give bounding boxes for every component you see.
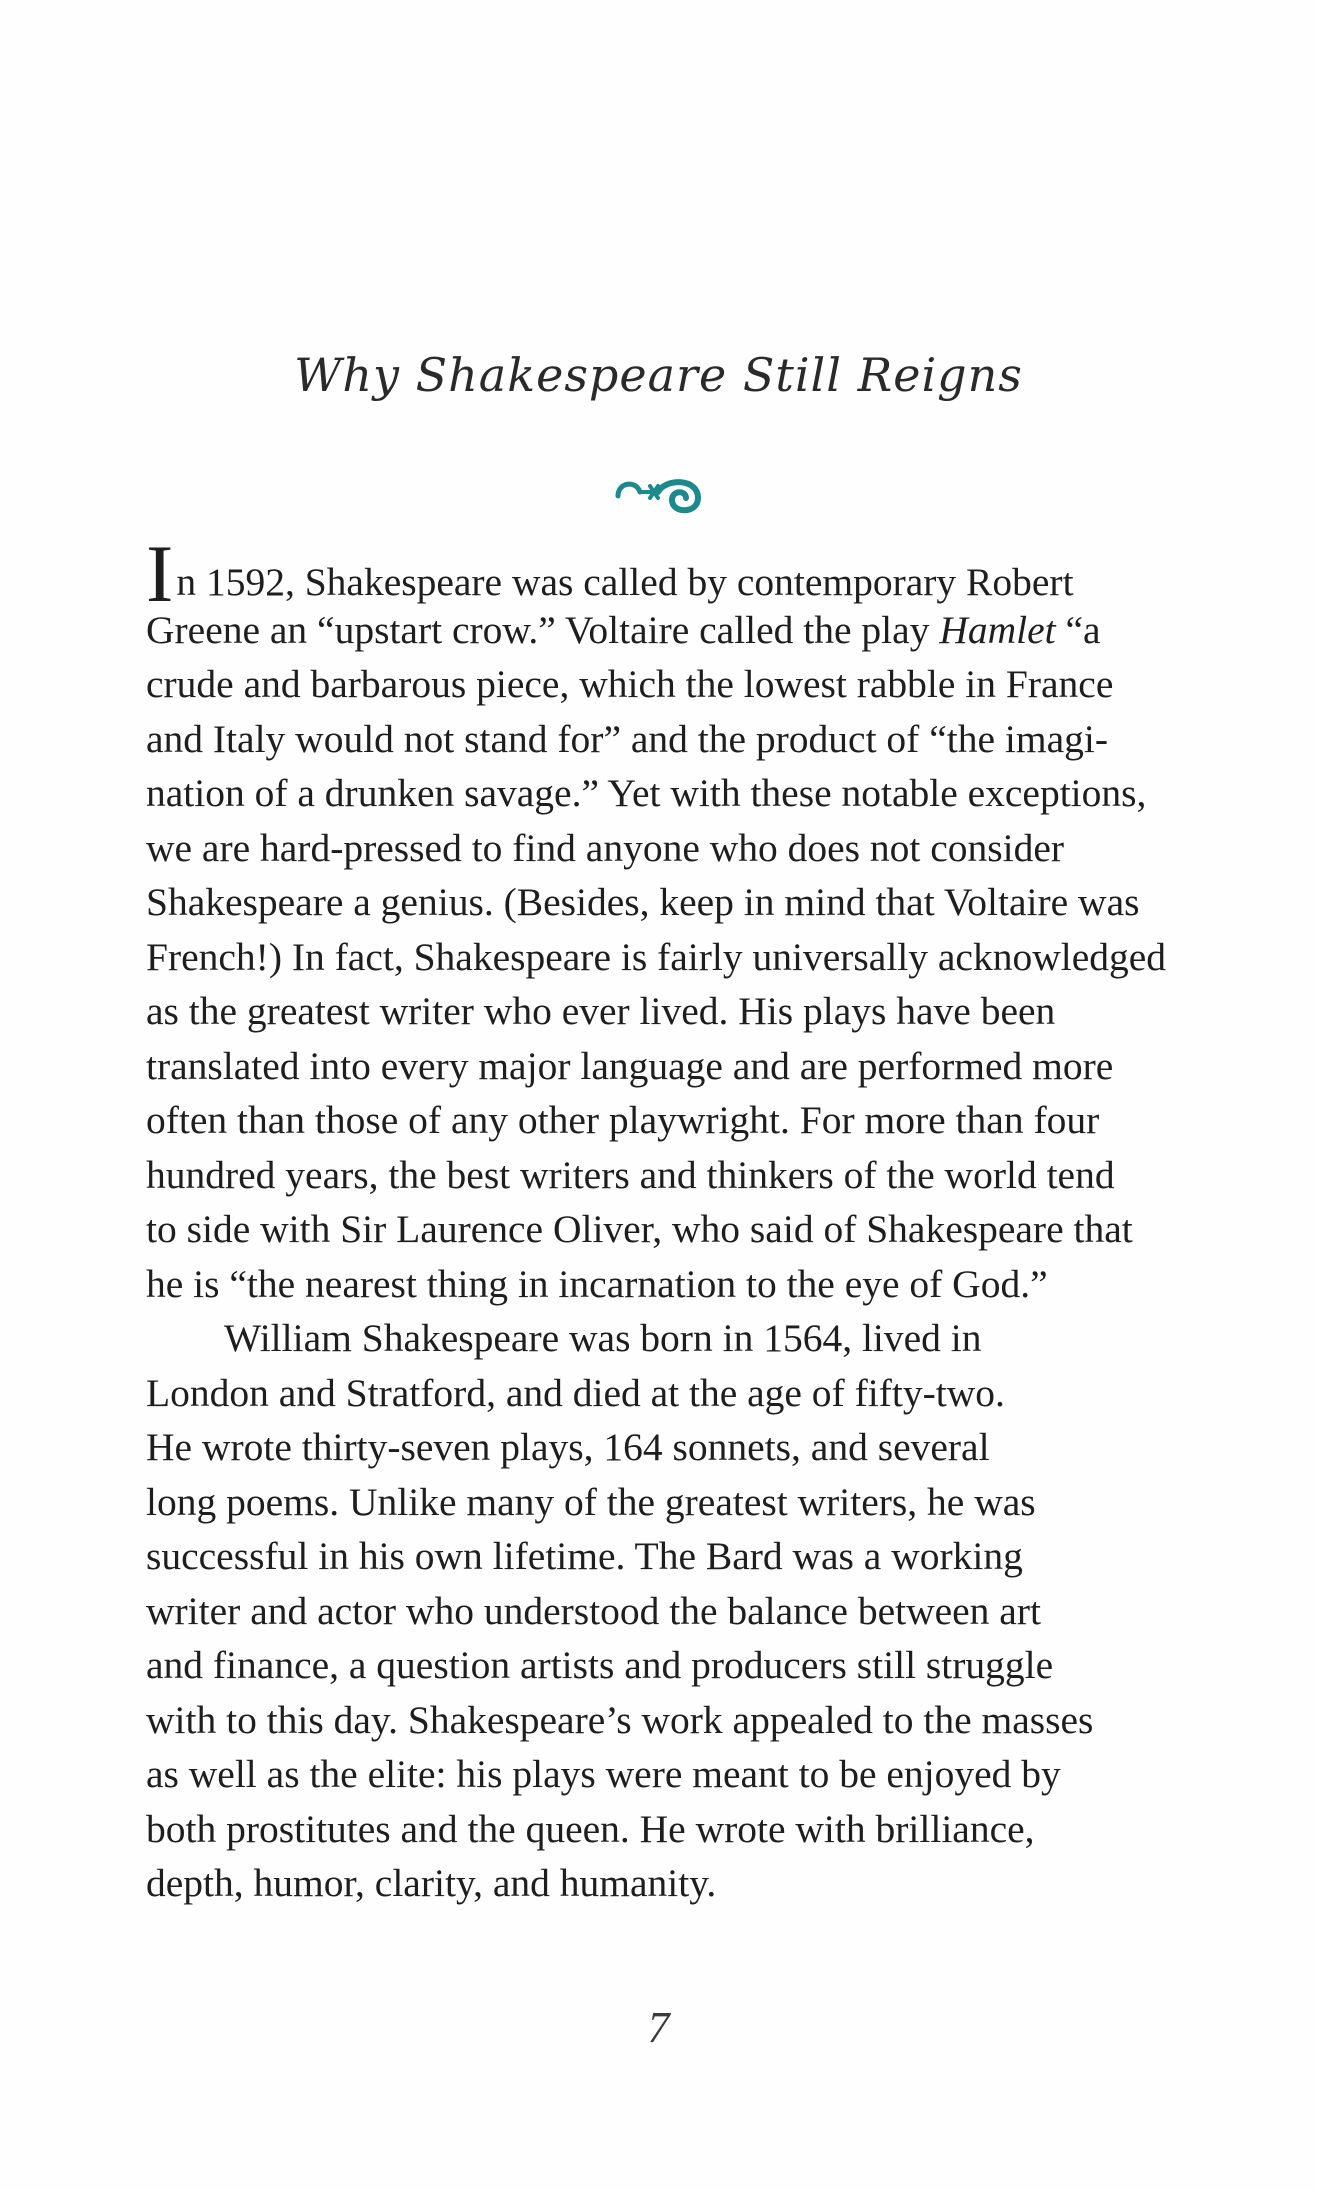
paragraph-line: with to this day. Shakespeare’s work appealed to the masses	[146, 1697, 1094, 1742]
paragraph-line: writer and actor who understood the balance between art	[146, 1588, 1041, 1633]
paragraph-line: both prostitutes and the queen. He wrote with brilliance,	[146, 1806, 1035, 1851]
paragraph-line: London and Stratford, and died at the age of fifty-two.	[146, 1370, 1005, 1415]
paragraph-line: and finance, a question artists and producers still struggle	[146, 1643, 1054, 1687]
drop-cap: I	[146, 528, 174, 619]
paragraph-line: to side with Sir Laurence Oliver, who said of Shakespeare that	[146, 1207, 1133, 1251]
paragraph-line: often than those of any other playwright. For more than four	[146, 1098, 1100, 1142]
paragraph-line: and Italy would not stand for” and the product of “the imagi-	[146, 716, 1108, 761]
play-title: Hamlet	[939, 607, 1056, 652]
paragraph-line: as well as the elite: his plays were meant to be enjoyed by	[146, 1752, 1061, 1796]
paragraph-line: Shakespeare a genius. (Besides, keep in mind that Voltaire was	[146, 880, 1140, 924]
paragraph-line: translated into every major language and are performed more	[146, 1043, 1114, 1088]
paragraph-line: crude and barbarous piece, which the lowest rabble in France	[146, 662, 1114, 706]
paragraph-line: French!) In fact, Shakespeare is fairly universally acknowledged	[146, 934, 1167, 979]
paragraph-line: In 1592, Shakespeare was called by contemporary Robert	[146, 528, 1074, 619]
swirl-ornament-icon	[610, 462, 710, 522]
paragraph-line: hundred years, the best writers and thinkers of the world tend	[146, 1152, 1115, 1197]
paragraph-line: He wrote thirty-seven plays, 164 sonnets, and several	[146, 1425, 990, 1469]
body-text	[146, 528, 1196, 1911]
page-number: 7	[647, 2003, 670, 2052]
paragraph-line: as the greatest writer who ever lived. His plays have been	[146, 989, 1056, 1033]
paragraph-line: Greene an “upstart crow.” Voltaire called the play Hamlet “a	[146, 607, 1101, 652]
paragraph-line: William Shakespeare was born in 1564, lived in	[224, 1316, 982, 1360]
paragraph-line: long poems. Unlike many of the greatest writers, he was	[146, 1479, 1036, 1524]
paragraph-line: we are hard-pressed to find anyone who does not consider	[146, 825, 1065, 870]
chapter-title: Why Shakespeare Still Reigns	[294, 348, 1023, 402]
paragraph-line: he is “the nearest thing in incarnation to the eye of God.”	[146, 1261, 1048, 1306]
paragraph-line: depth, humor, clarity, and humanity.	[146, 1861, 717, 1905]
paragraph-line: successful in his own lifetime. The Bard was a working	[146, 1534, 1023, 1578]
paragraph-line: nation of a drunken savage.” Yet with these notable exceptions,	[146, 771, 1147, 815]
